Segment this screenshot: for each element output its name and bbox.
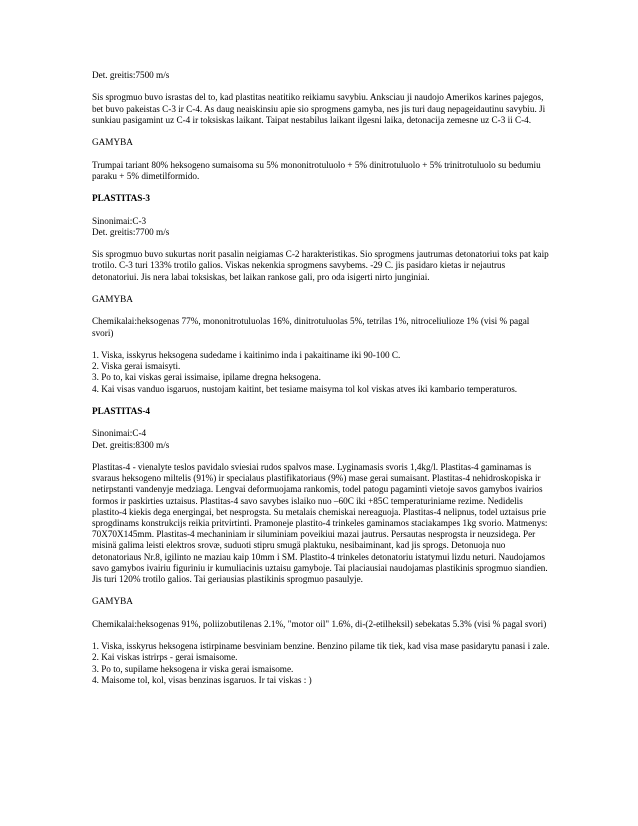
c3-info — [92, 216, 550, 238]
c3-speed: Det. greitis:7700 m/s — [92, 226, 170, 237]
c3-heading: PLASTITAS-3 — [92, 193, 151, 204]
c3-chemicals: Chemikalai:heksogenas 77%, mononitrotuluolas 16%, dinitrotuluolas 5%, tetrilas 1%, nitroceliulioze 1% (visi % pagal svori) — [92, 316, 530, 338]
c4-chemicals: Chemikalai:heksogenas 91%, poliizobutilenas 2.1%, "motor oil" 1.6%, di-(2-etilheksil) sebekatas 5.3% (visi % pagal svori) — [92, 618, 547, 629]
c4-step: 2. Kai viskas istrirps - gerai ismaisome. — [92, 652, 238, 663]
intro-gamyba-label: GAMYBA — [92, 137, 133, 148]
c4-steps — [92, 641, 550, 686]
c3-step: 1. Viska, isskyrus heksogena sudedame i kaitinimo inda i pakaitiname iki 90-100 C. — [92, 349, 401, 360]
c4-gamyba-label: GAMYBA — [92, 596, 133, 607]
c3-gamyba-label: GAMYBA — [92, 293, 133, 304]
intro-speed: Det. greitis:7500 m/s — [92, 70, 170, 80]
c4-synonym: Sinonimai:C-4 — [92, 428, 147, 439]
c4-paragraph: Plastitas-4 - vienalyte teslos pavidalo sviesiai rudos spalvos mase. Lyginamasis svoris 1,4kg/l. Plastitas-4 gaminamas is svaraus heksogeno miltelis (91%) ir specialaus plastifikatoriaus (9%) mase gerai sumaisant. Plastitas-4 nehidroskopiska ir netirpstanti vandenyje medziaga. Lengvai deformuojama rankomis, todel patogu pagaminti vietoje savos gamybos ivairios formos ir paskirties uztaisus. Plastitas-4 savo savybes islaiko nuo –60C iki +85C temperaturiniame rezime. Nedidelis plastito-4 kiekis dega energingai, bet nesprogsta. Su metalais chemiskai nereaguoja. Plastitas-4 nelipnus, todel uztaisus prie sprogdinams konstrukcijs reikia pritvirtinti. Pramoneje plastito-4 trinkeles gaminamos staciakampes 1kg svorio. Matmenys: 70X70X145mm. Plastitas-4 mechaniniam ir siluminiam poveikiui mazai jautrus. Persautas nesprogsta ir neuzsidega. Per misinä galima leisti elektros srovæ, suduoti stipru smugä plaktuku, nesibaiminant, kad jis sprogs. Detonuoja nuo detonatoriaus Nr.8, igilinto ne maziau kaip 10mm i SM. Plastito-4 trinkeles detonatoriu istatymui lizdu neturi. Naudojamos savo gamybos ivairiu figuriniu ir kumuliacinis uztaisu gamyboje. Tai placiausiai naudojamas plastikinis sprogmuo siandien. Jis turi 120% trotilo galios. Tai geriausias plastikinis sprogmuo pasaulyje. — [92, 461, 548, 584]
c3-step: 2. Viska gerai ismaisyti. — [92, 361, 181, 372]
c4-speed: Det. greitis:8300 m/s — [92, 439, 170, 450]
c4-info — [92, 428, 550, 450]
c3-step: 3. Po to, kai viskas gerai issimaise, ipilame dregna heksogena. — [92, 372, 321, 383]
intro-recipe: Trumpai tariant 80% heksogeno sumaisoma su 5% mononitrotuluolo + 5% dinitrotuluolo + 5% trinitrotuluolo su bedumiu paraku + 5% dimetilformido. — [92, 159, 541, 181]
c3-steps — [92, 350, 550, 395]
c3-paragraph: Sis sprogmuo buvo sukurtas norit pasalin neigiamas C-2 harakteristikas. Sio sprogmens jautrumas detonatoriui toks pat kaip trotilo. C-3 turi 133% trotilo galios. Viskas nekenkia sprogmens savybems. -29 C. jis pasidaro kietas ir nejautrus detonatoriui. Jis nera labai toksiskas, bet laikan rankose gali, pro oda isigerti nirto junginiai. — [92, 249, 549, 282]
c4-step: 1. Viska, isskyrus heksogena istirpiname besviniam benzine. Benzino pilame tik tiek, kad visa mase pasidarytu panasi i zale. — [92, 641, 550, 652]
c3-step: 4. Kai visas vanduo isgaruos, nustojam kaitint, bet tesiame maisyma tol kol viskas atves iki kambario temperaturos. — [92, 383, 518, 394]
c4-step: 3. Po to, supilame heksogena ir viska gerai ismaisome. — [92, 663, 294, 674]
c4-step: 4. Maisome tol, kol, visas benzinas isgaruos. Ir tai viskas : ) — [92, 674, 312, 685]
c4-heading: PLASTITAS-4 — [92, 405, 151, 416]
c3-synonym: Sinonimai:C-3 — [92, 215, 147, 226]
intro-paragraph: Sis sprogmuo buvo israstas del to, kad plastitas neatitiko reikiamu savybiu. Anksciau ji naudojo Amerikos karines pajegos, bet buvo pakeistas C-3 ir C-4. As daug neaiskinsiu apie sio sprogmens gamyba, nes jis turi daug nepageidautinu savybiu. Ji sunkiau pasigamint uz C-4 ir toksiskas laikant. Taipat nestabilus laikant ilgesni laika, detonacija zemesne uz C-3 ii C-4. — [92, 92, 546, 125]
